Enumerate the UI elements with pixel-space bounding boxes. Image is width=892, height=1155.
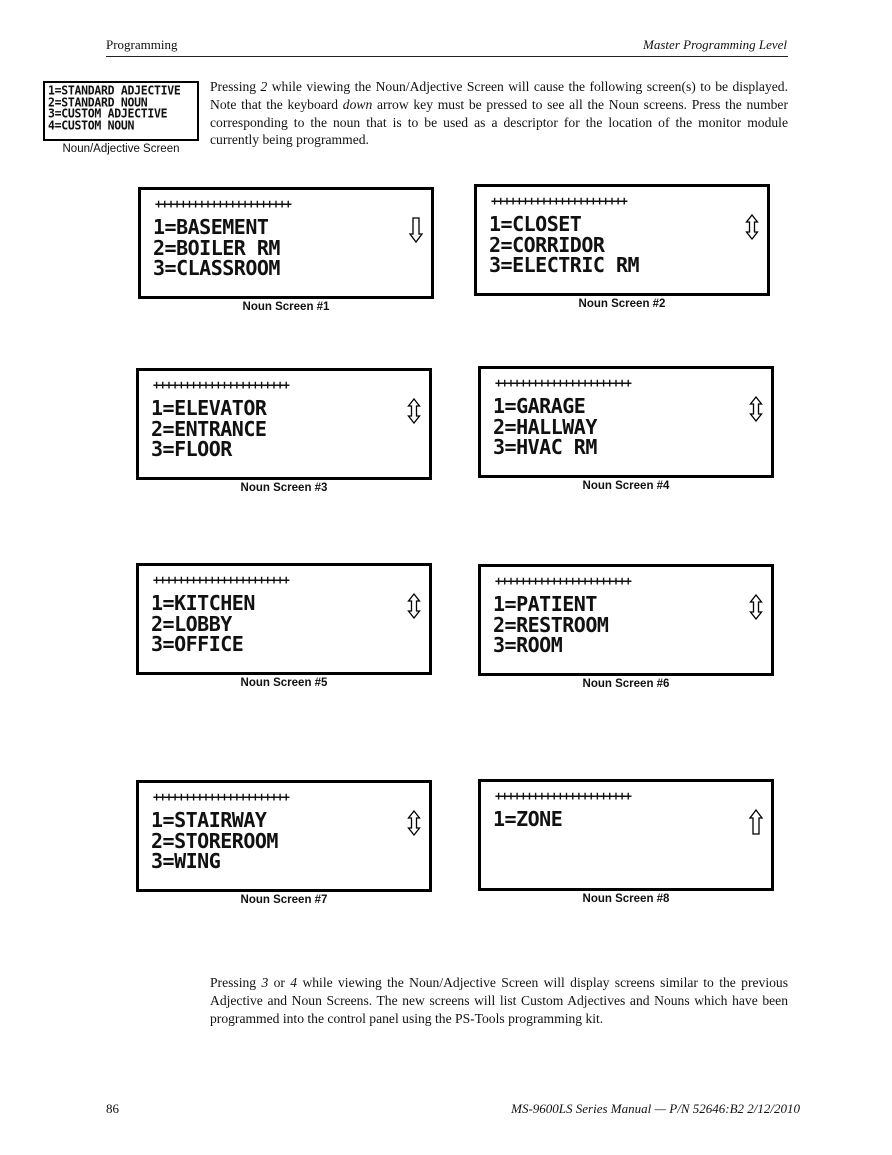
lcd-noun-option: 3=ROOM: [493, 633, 563, 657]
lcd-noun-option: 1=BASEMENT: [153, 215, 269, 239]
lcd-noun-option: 2=ENTRANCE: [151, 416, 267, 441]
up-down-arrow-icon: [749, 594, 763, 620]
noun-screen-caption: Noun Screen #1: [242, 301, 330, 313]
noun-screen-lcd: [478, 366, 774, 478]
lcd-border-row: ++++++++++++++++++++++: [153, 573, 289, 587]
lcd-border-row: ++++++++++++++++++++++: [153, 378, 289, 392]
lcd-noun-option: 3=FLOOR: [151, 437, 232, 461]
lcd-noun-option: 1=CLOSET: [489, 212, 582, 236]
up-down-arrow-icon: [407, 810, 421, 836]
lcd-line: 2=STANDARD NOUN: [48, 94, 148, 110]
lcd-border-row: ++++++++++++++++++++++: [495, 376, 631, 390]
up-down-arrow-icon: [745, 214, 759, 240]
lcd-rows: [151, 398, 266, 460]
header-chapter-title: Master Programming Level: [643, 37, 787, 52]
noun-screen-lcd: [136, 563, 432, 675]
lcd-rows: [151, 810, 278, 872]
text-run: Pressing: [210, 975, 262, 990]
noun-screen-caption: Noun Screen #4: [582, 480, 670, 492]
lcd-noun-option: 2=CORRIDOR: [489, 232, 605, 257]
noun-adjective-caption: Noun/Adjective Screen: [62, 143, 180, 155]
noun-screen-lcd: [138, 187, 434, 299]
noun-screen-lcd: [136, 780, 432, 892]
lcd-rows: [153, 217, 280, 279]
lcd-noun-option: 1=KITCHEN: [151, 591, 255, 615]
lcd-noun-option: 3=ELECTRIC RM: [489, 253, 640, 277]
noun-screen-lcd: [474, 184, 770, 296]
text-run: or: [268, 975, 291, 990]
lcd-noun-option: 3=WING: [151, 849, 221, 873]
lcd-noun-option: 1=ELEVATOR: [151, 396, 267, 420]
text-run: Pressing: [210, 79, 261, 94]
up-down-arrow-icon: [749, 396, 763, 422]
lcd-noun-option: 3=OFFICE: [151, 632, 244, 656]
noun-screen-lcd: [478, 779, 774, 891]
intro-paragraph: [210, 78, 788, 149]
noun-screen-caption: Noun Screen #5: [240, 677, 328, 689]
page-number: 86: [106, 1101, 119, 1116]
noun-screen-caption: Noun Screen #2: [578, 298, 666, 310]
down-emphasis: down: [342, 96, 373, 112]
lcd-noun-option: 3=CLASSROOM: [153, 256, 280, 280]
lcd-border-row: ++++++++++++++++++++++: [495, 789, 631, 803]
lcd-line: 3=CUSTOM ADJECTIVE: [48, 105, 168, 121]
lcd-noun-option: 1=STAIRWAY: [151, 808, 267, 832]
lcd-rows: [489, 214, 639, 276]
up-down-arrow-icon: [407, 593, 421, 619]
lcd-line: 4=CUSTOM NOUN: [48, 117, 135, 133]
noun-screen-caption: Noun Screen #8: [582, 893, 670, 905]
noun-screen-caption: Noun Screen #6: [582, 678, 670, 690]
key-2-emphasis: 2: [260, 79, 268, 94]
lcd-noun-option: 1=GARAGE: [493, 394, 586, 418]
lcd-border-row: ++++++++++++++++++++++: [153, 790, 289, 804]
lcd-noun-option: 2=LOBBY: [151, 611, 232, 636]
manual-reference: MS-9600LS Series Manual — P/N 52646:B2 2/12/2010: [511, 1101, 800, 1116]
lcd-border-row: ++++++++++++++++++++++: [495, 574, 631, 588]
up-arrow-icon: [749, 809, 763, 835]
lcd-line: 1=STANDARD ADJECTIVE: [48, 82, 181, 98]
lcd-noun-option: 2=RESTROOM: [493, 612, 609, 637]
down-arrow-icon: [409, 217, 423, 243]
lcd-rows: [493, 594, 608, 656]
up-down-arrow-icon: [407, 398, 421, 424]
lcd-rows: [493, 809, 562, 830]
noun-screen-caption: Noun Screen #3: [240, 482, 328, 494]
key-3-emphasis: 3: [261, 975, 269, 990]
lcd-noun-option: 2=BOILER RM: [153, 235, 280, 260]
lcd-noun-option: 1=PATIENT: [493, 592, 597, 616]
lcd-border-row: ++++++++++++++++++++++: [155, 197, 291, 211]
noun-screen-caption: Noun Screen #7: [240, 894, 328, 906]
lcd-rows: [493, 396, 597, 458]
header-rule: [106, 56, 788, 57]
noun-screen-lcd: [478, 564, 774, 676]
header-section-title: Programming: [106, 37, 178, 52]
noun-adjective-lcd: [43, 81, 199, 141]
text-run: arrow key must be pressed to see all the Noun screens. Press the number corresponding to the noun that is to be used as a descriptor for the location of the monitor module currently being programmed.: [210, 96, 788, 148]
lcd-noun-option: 1=ZONE: [493, 807, 563, 831]
lcd-rows: [151, 593, 255, 655]
noun-screen-lcd: [136, 368, 432, 480]
lcd-border-row: ++++++++++++++++++++++: [491, 194, 627, 208]
lcd-noun-option: 3=HVAC RM: [493, 435, 597, 459]
lcd-noun-option: 2=HALLWAY: [493, 414, 597, 439]
lcd-noun-option: 2=STOREROOM: [151, 828, 278, 853]
outro-paragraph: [210, 974, 788, 1027]
key-4-emphasis: 4: [290, 975, 298, 990]
text-run: while viewing the Noun/Adjective Screen will display screens similar to the previous Adjective and Noun Screens. The new screens will list Custom Adjectives and Nouns which have been programmed into the control panel using the PS-Tools programming kit.: [210, 975, 788, 1026]
text-run: while viewing the Noun/Adjective Screen will cause the following screen(s) to be displayed. Note that the keyboard: [210, 79, 788, 112]
